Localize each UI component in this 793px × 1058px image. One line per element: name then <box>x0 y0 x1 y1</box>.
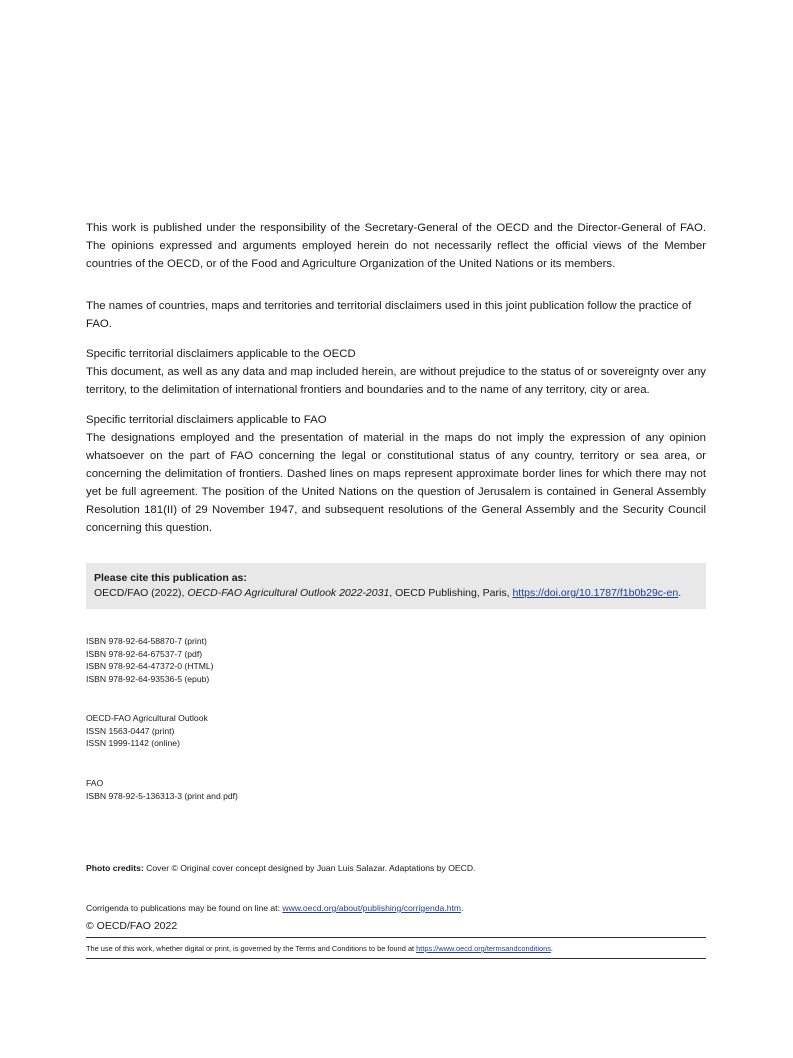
fao-isbn: ISBN 978-92-5-136313-3 (print and pdf) <box>86 790 238 801</box>
corrigenda-link[interactable]: www.oecd.org/about/publishing/corrigenda.htm <box>282 903 462 913</box>
corrigenda <box>86 902 706 915</box>
citation-title: Please cite this publication as: <box>94 572 247 584</box>
photo-credits-text: Cover © Original cover concept designed by Juan Luis Salazar. Adaptations by OECD. <box>143 863 476 873</box>
citation-end: . <box>678 587 682 599</box>
intro-text-2: The names of countries, maps and territories and territorial disclaimers used in this joint publication follow the practice of FAO. <box>86 300 692 330</box>
corrigenda-end: . <box>461 903 464 913</box>
isbn-epub: ISBN 978-92-64-93536-5 (epub) <box>86 673 210 684</box>
terms-text: The use of this work, whether digital or print, is governed by the Terms and Conditions to be found at <box>86 944 417 953</box>
intro-paragraph-responsibility <box>86 219 706 273</box>
oecd-disclaimer-heading: Specific territorial disclaimers applicable to the OECD <box>86 348 356 360</box>
isbn-pdf: ISBN 978-92-64-67537-7 (pdf) <box>86 648 203 659</box>
isbn-list <box>86 635 706 685</box>
issn-online: ISSN 1999-1142 (online) <box>86 738 180 748</box>
citation-prefix: OECD/FAO (2022), <box>94 587 188 599</box>
fao-disclaimer-heading: Specific territorial disclaimers applicable to FAO <box>86 414 327 426</box>
terms-link[interactable]: https://www.oecd.org/termsandconditions <box>416 944 551 953</box>
photo-credits-label: Photo credits: <box>86 863 144 873</box>
series-info <box>86 712 706 750</box>
terms <box>86 944 706 954</box>
divider-bottom <box>86 958 706 959</box>
isbn-print: ISBN 978-92-64-58870-7 (print) <box>86 636 207 646</box>
fao-info <box>86 777 706 802</box>
citation-box <box>86 563 706 609</box>
issn-print: ISSN 1563-0447 (print) <box>86 725 175 736</box>
oecd-disclaimer-text: This document, as well as any data and map included herein, are without prejudice to the status of or sovereignty over any territory, to the delimitation of international frontiers and boundaries and to the name of any territory, city or area. <box>86 366 706 396</box>
terms-end: . <box>550 944 553 953</box>
series-name: OECD-FAO Agricultural Outlook <box>86 713 208 723</box>
fao-label: FAO <box>86 778 104 788</box>
citation-text <box>94 585 698 601</box>
citation-work-title: OECD-FAO Agricultural Outlook 2022-2031 <box>187 587 390 599</box>
fao-disclaimer <box>86 411 706 537</box>
corrigenda-text: Corrigenda to publications may be found on line at: <box>86 903 283 913</box>
oecd-disclaimer <box>86 345 706 399</box>
photo-credits <box>86 862 706 875</box>
isbn-html: ISBN 978-92-64-47372-0 (HTML) <box>86 661 214 671</box>
citation-doi-link[interactable]: https://doi.org/10.1787/f1b0b29c-en <box>512 587 679 599</box>
fao-disclaimer-text: The designations employed and the presentation of material in the maps do not imply the expression of any opinion whatsoever on the part of FAO concerning the legal or constitutional status of any country, territory or sea area, or concerning the delimitation of frontiers. Dashed lines on maps represent approximate border lines for which there may not yet be full agreement. The position of the United Nations on the question of Jerusalem is contained in General Assembly Resolution 181(II) of 29 November 1947, and subsequent resolutions of the General Assembly and the Security Council concerning this question. <box>86 432 706 534</box>
copyright: © OECD/FAO 2022 <box>86 920 178 932</box>
divider-top <box>86 937 706 938</box>
intro-paragraph-names <box>86 297 706 333</box>
citation-publisher: , OECD Publishing, Paris, <box>389 587 513 599</box>
intro-text-1: This work is published under the responsibility of the Secretary-General of the OECD and the Director-General of FAO. The opinions expressed and arguments employed herein do not necessarily reflect the official views of the Member countries of the OECD, or of the Food and Agriculture Organization of the United Nations or its members. <box>86 222 706 270</box>
